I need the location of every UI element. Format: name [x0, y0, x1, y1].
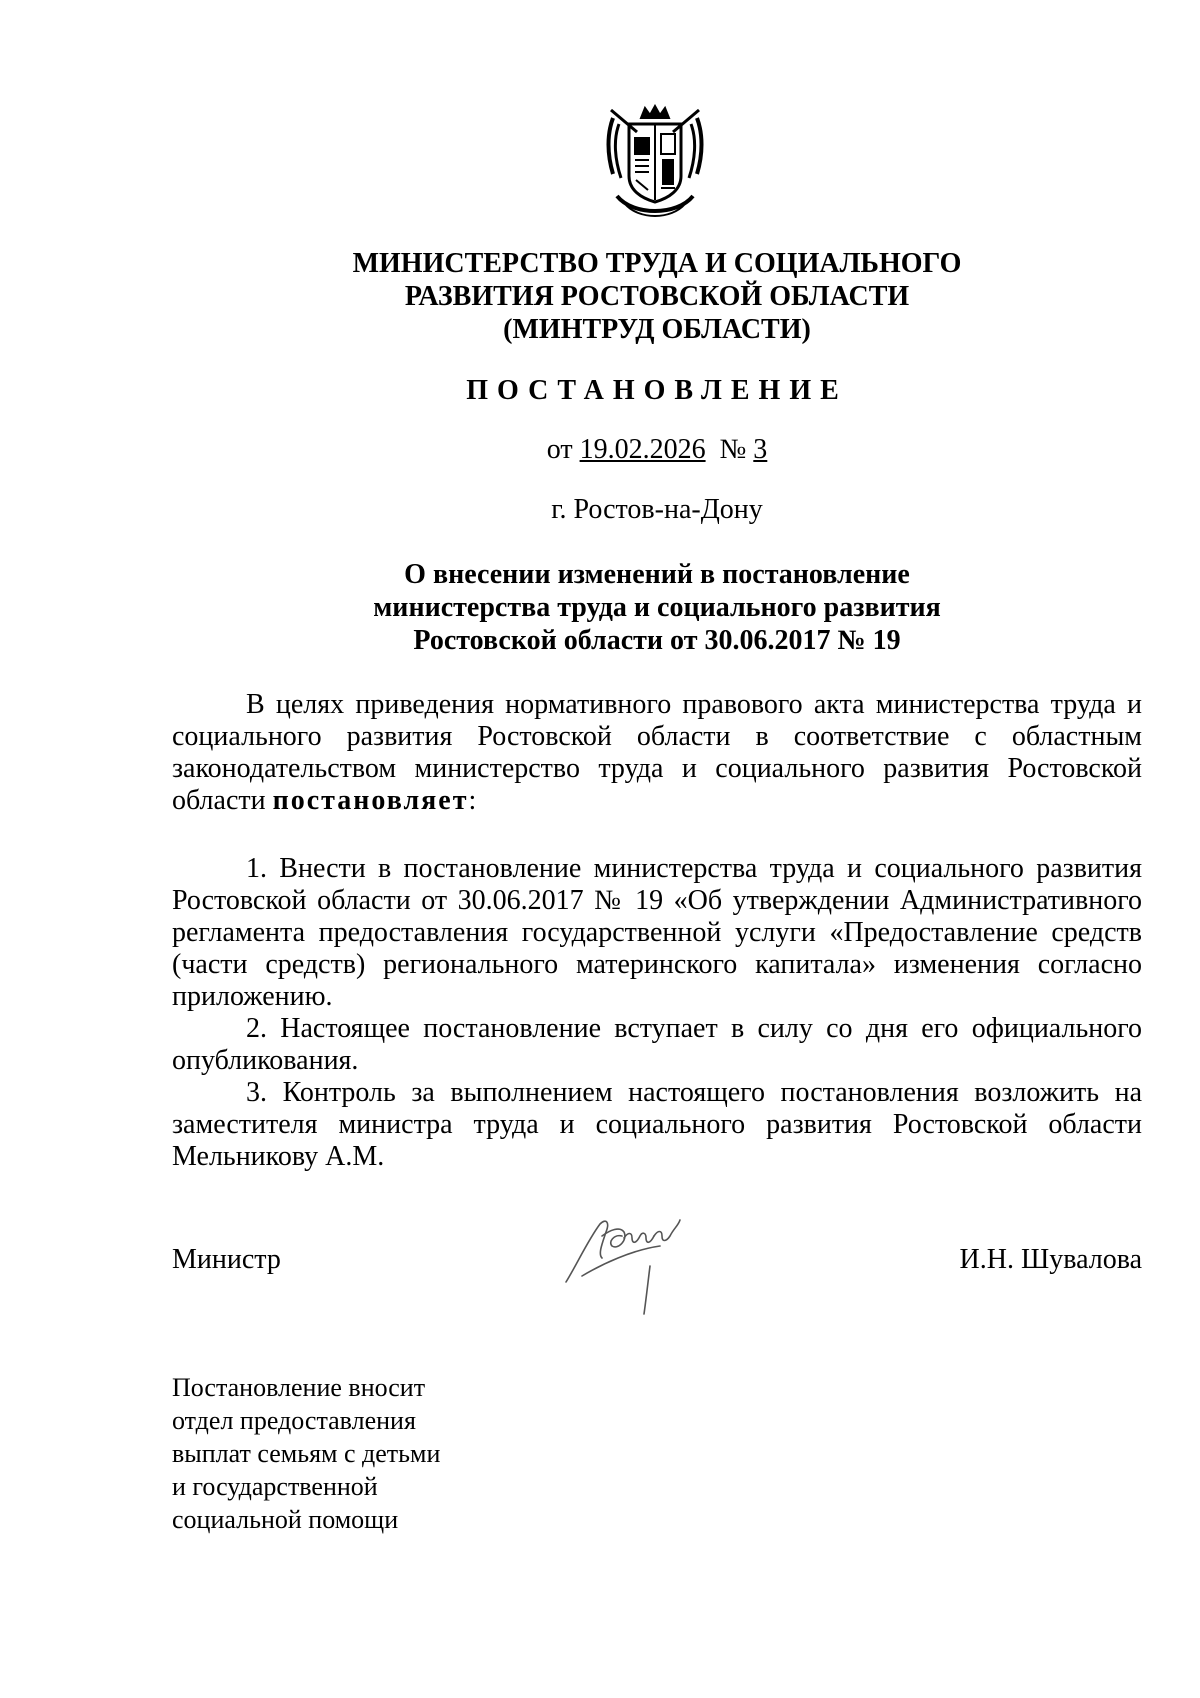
subject-line-3: Ростовской области от 30.06.2017 № 19 — [413, 625, 901, 656]
point-2: 2. Настоящее постановление вступает в силу со дня его официального опубликования. — [172, 1013, 1142, 1076]
handwritten-signature-icon — [562, 1206, 714, 1318]
organization-name — [172, 247, 1142, 346]
document-city: г. Ростов-на-Дону — [551, 494, 763, 525]
number-prefix: № — [719, 434, 747, 465]
document-date: 19.02.2026 — [579, 434, 706, 465]
preamble-emphasis: постановляет — [272, 785, 469, 816]
document-type: ПОСТАНОВЛЕНИЕ — [466, 375, 848, 406]
document-date-line — [172, 434, 1142, 466]
point-1: 1. Внести в постановление министерства труда и социального развития Ростовской области от 30.06.2017 № 19 «Об утверждении Административного регламента предоставления государственной услуги «Предоставление средств (части средств) регионального материнского капитала» изменения согласно приложению. — [172, 853, 1142, 1012]
rostov-oblast-coat-of-arms-icon — [603, 104, 707, 222]
note-line: отдел предоставления — [172, 1406, 416, 1435]
org-line-2: РАЗВИТИЯ РОСТОВСКОЙ ОБЛАСТИ — [404, 281, 910, 312]
subject-line-1: О внесении изменений в постановление — [404, 559, 910, 590]
note-line: социальной помощи — [172, 1505, 399, 1534]
preamble-text: В целях приведения нормативного правового акта министерства труда и социального развития Ростовской области в соответствие с областным законодательством министерство труда и социального развития Ростовской области — [172, 689, 1142, 816]
date-prefix: от — [546, 434, 573, 465]
submitting-department-note — [172, 1371, 492, 1536]
document-subject — [172, 558, 1142, 657]
note-line: выплат семьям с детьми — [172, 1439, 441, 1468]
preamble-tail: : — [468, 785, 477, 816]
subject-line-2: министерства труда и социального развития — [373, 592, 941, 623]
point-3: 3. Контроль за выполнением настоящего постановления возложить на заместителя министра труда и социального развития Ростовской области Мельникову А.М. — [172, 1077, 1142, 1172]
org-line-3: (МИНТРУД ОБЛАСТИ) — [503, 314, 811, 345]
note-line: Постановление вносит — [172, 1373, 426, 1402]
note-line: и государственной — [172, 1472, 378, 1501]
document-number: 3 — [753, 434, 768, 465]
org-line-1: МИНИСТЕРСТВО ТРУДА И СОЦИАЛЬНОГО — [352, 248, 962, 279]
preamble — [172, 689, 1142, 817]
signatory-title: Министр — [172, 1244, 281, 1275]
resolution-points — [172, 853, 1142, 1173]
signatory-name: И.Н. Шувалова — [959, 1244, 1142, 1275]
